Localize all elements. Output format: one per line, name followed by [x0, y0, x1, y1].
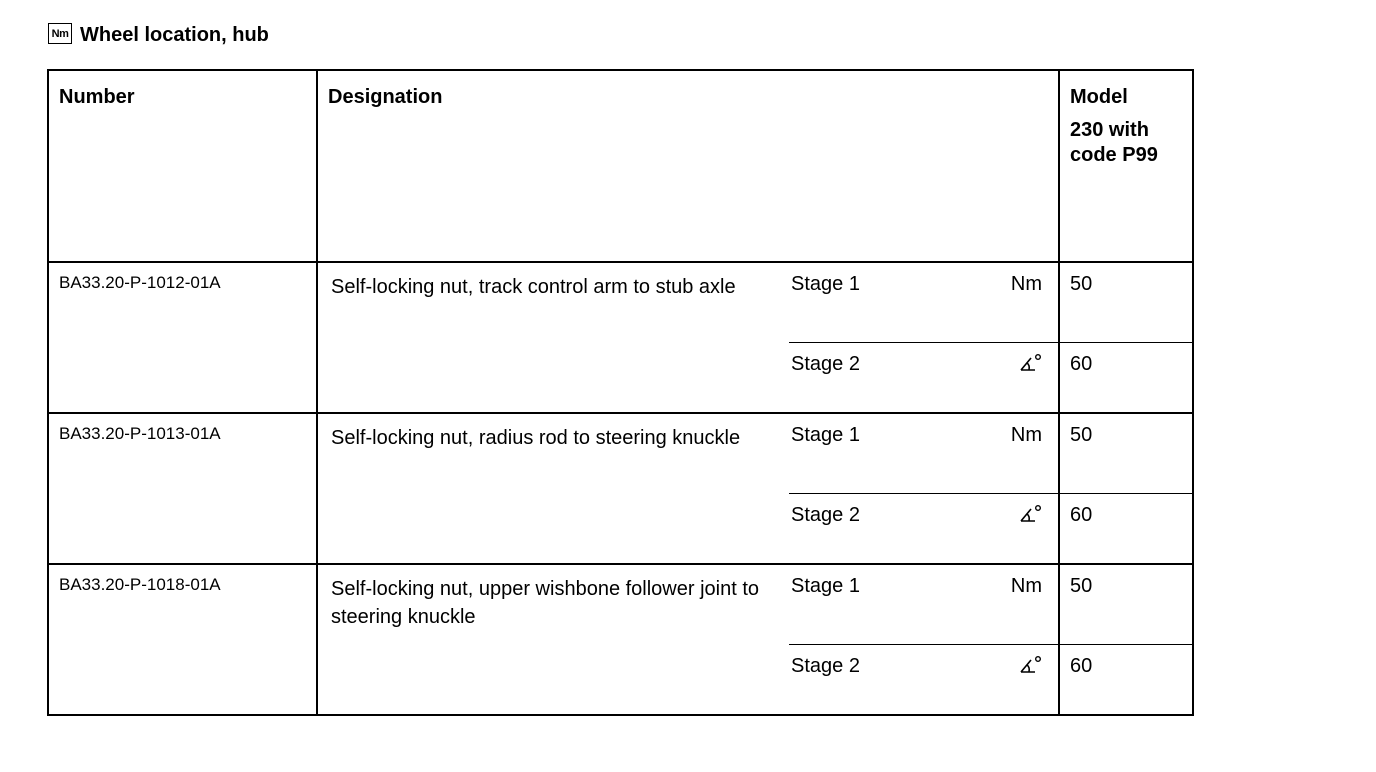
designation-cell	[317, 262, 1059, 413]
stage-label: Stage 2	[791, 655, 860, 677]
stage-2	[789, 342, 1058, 412]
stage-label: Stage 1	[791, 575, 860, 597]
designation-text: Self-locking nut, track control arm to stub axle	[331, 276, 736, 298]
stage-label: Stage 2	[791, 504, 860, 526]
model-values	[1059, 413, 1193, 564]
designation-text: Self-locking nut, radius rod to steering knuckle	[331, 427, 741, 449]
designation-text: Self-locking nut, upper wishbone follower joint to steering knuckle	[331, 578, 760, 628]
stage-1	[789, 263, 1058, 342]
part-number: BA33.20-P-1018-01A	[48, 564, 317, 715]
page-title: Wheel location, hub	[80, 24, 269, 46]
table-header-row	[48, 70, 1193, 262]
angle-degree-icon	[1018, 353, 1042, 412]
stage-1-value: 50	[1070, 273, 1093, 295]
model-label: Model	[1070, 86, 1128, 108]
torque-nm-icon: Nm	[48, 23, 72, 44]
unit-nm: Nm	[1010, 273, 1042, 295]
table-row	[48, 262, 1193, 413]
part-number: BA33.20-P-1012-01A	[48, 262, 317, 413]
column-header-designation: Designation	[317, 70, 1059, 262]
part-number: BA33.20-P-1013-01A	[48, 413, 317, 564]
model-variant-label: 230 with code P99	[1070, 119, 1158, 166]
unit-nm: Nm	[1010, 424, 1042, 446]
stage-1	[789, 414, 1058, 493]
stage-label: Stage 1	[791, 273, 860, 295]
designation-cell	[317, 413, 1059, 564]
stages	[789, 565, 1058, 714]
unit-nm: Nm	[1010, 575, 1042, 597]
stage-1	[789, 565, 1058, 644]
stage-2-value: 60	[1060, 644, 1192, 714]
stages	[789, 263, 1058, 412]
column-header-number: Number	[48, 70, 317, 262]
table-row	[48, 564, 1193, 715]
angle-degree-icon	[1018, 504, 1042, 563]
column-header-model	[1059, 70, 1193, 262]
designation-cell	[317, 564, 1059, 715]
torque-spec-table	[47, 69, 1194, 716]
stage-2	[789, 493, 1058, 563]
stage-label: Stage 2	[791, 353, 860, 375]
stage-2-value: 60	[1060, 493, 1192, 563]
model-values	[1059, 564, 1193, 715]
section-title	[48, 22, 269, 45]
table-row	[48, 413, 1193, 564]
model-values	[1059, 262, 1193, 413]
stage-2-value: 60	[1060, 342, 1192, 412]
stage-label: Stage 1	[791, 424, 860, 446]
stage-2	[789, 644, 1058, 714]
stage-1-value: 50	[1070, 424, 1093, 446]
angle-degree-icon	[1018, 655, 1042, 714]
stages	[789, 414, 1058, 563]
stage-1-value: 50	[1070, 575, 1093, 597]
